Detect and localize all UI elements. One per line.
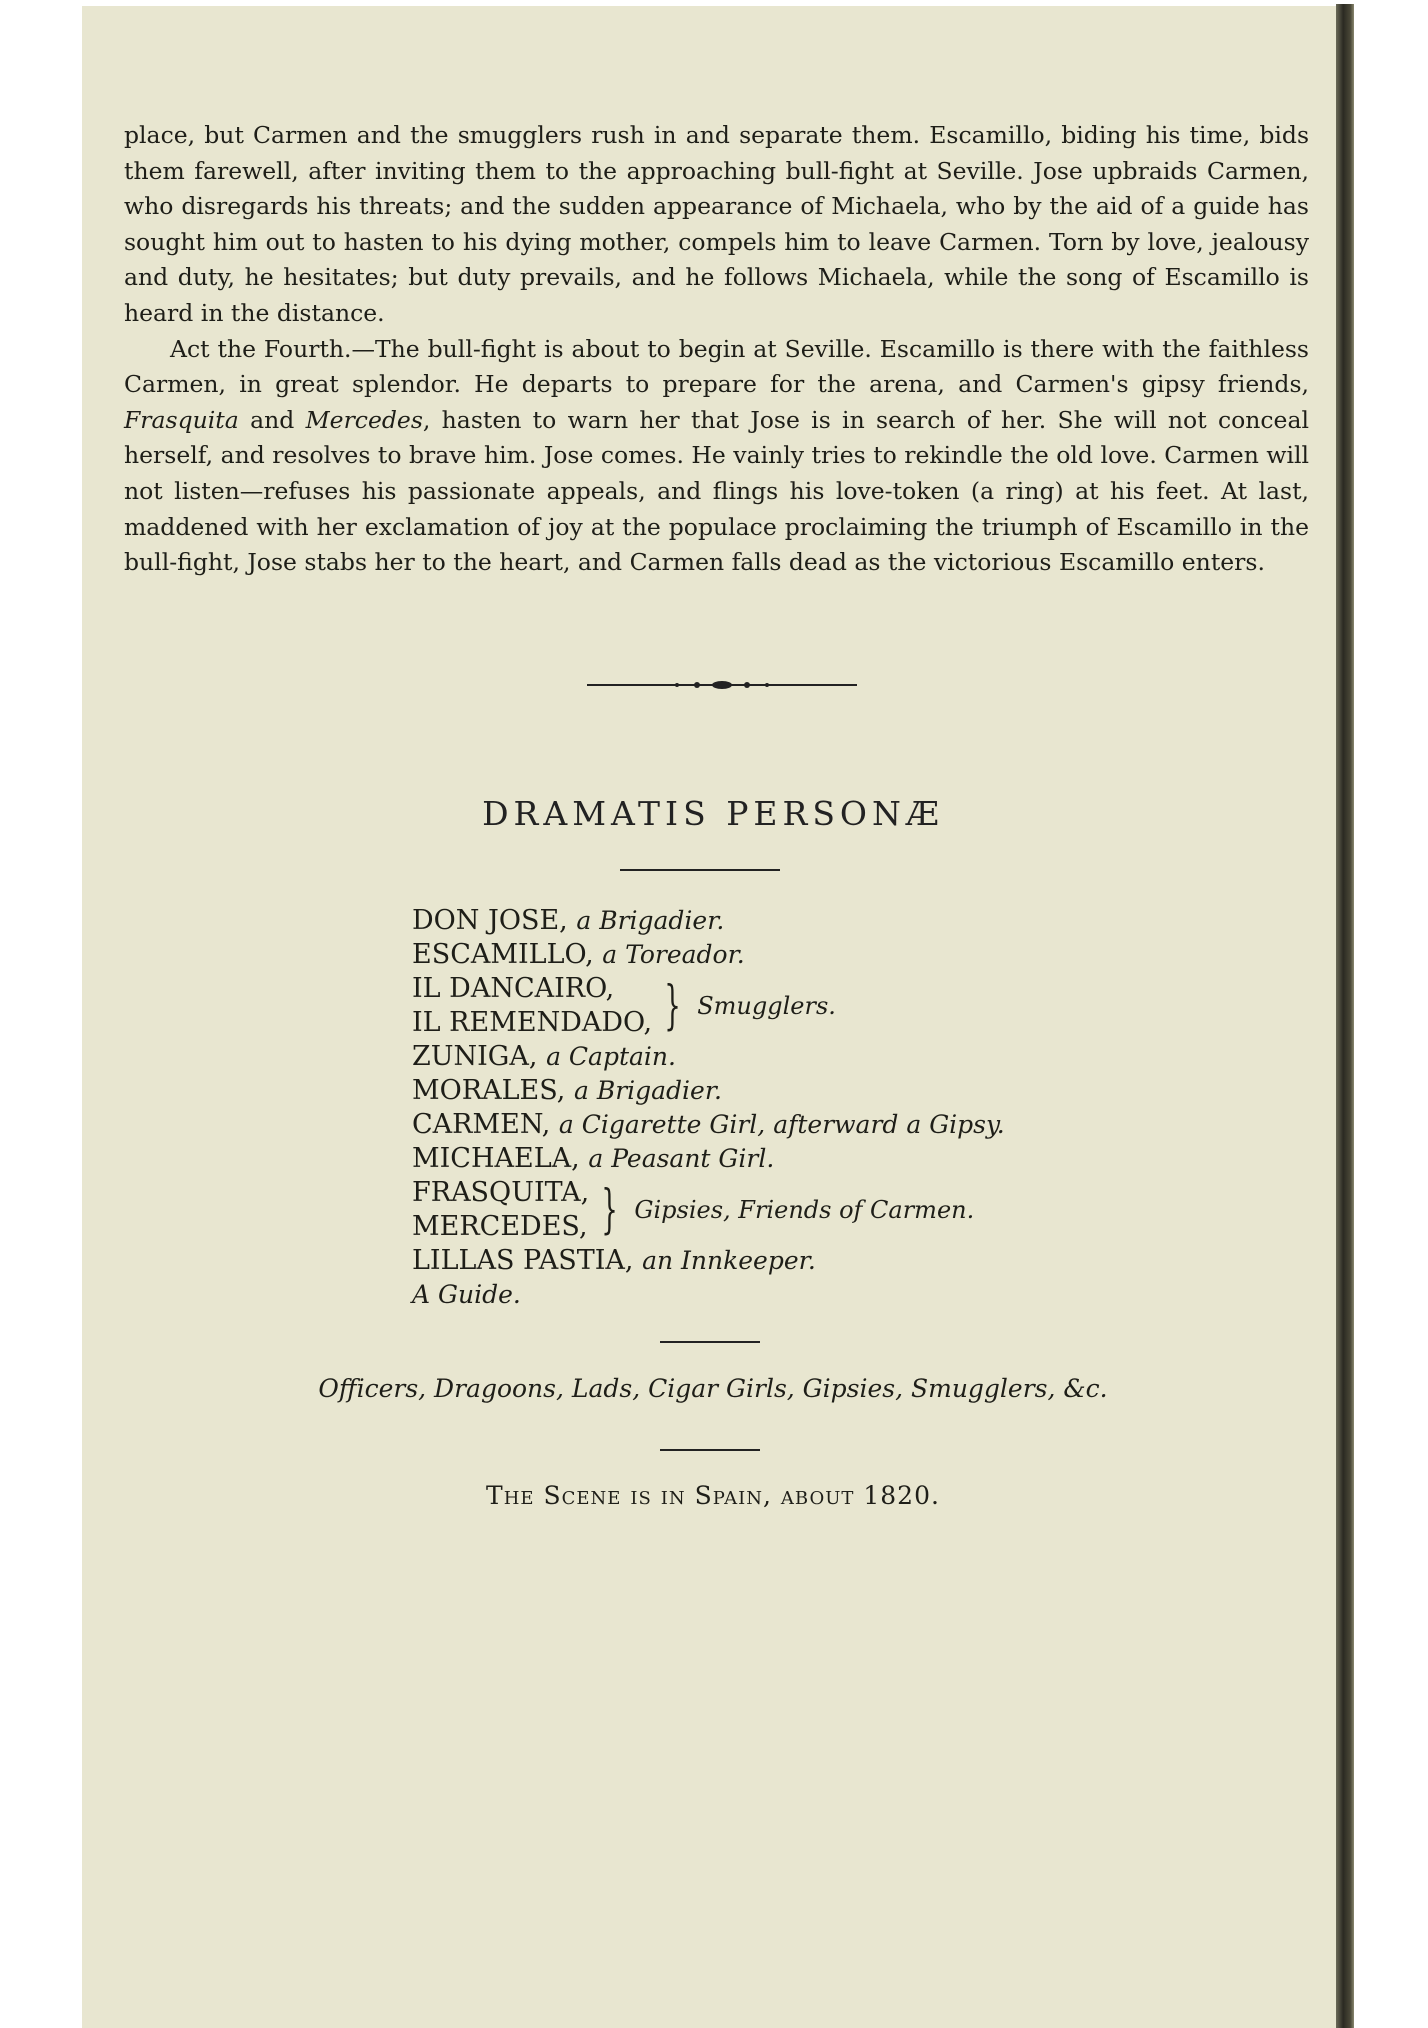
cast-morales [412, 1074, 1005, 1108]
cast-name: CARMEN, [412, 1109, 551, 1140]
book-spine-shadow [1336, 4, 1354, 2028]
cast-desc: a Captain. [546, 1042, 676, 1071]
cast-name: ESCAMILLO, [412, 939, 594, 970]
cast-list [412, 904, 1005, 1312]
paragraph-act-three-end: place, but Carmen and the smugglers rush in and separate them. Escamillo, biding his time, bids them farewell, after inviting them to the approaching bull-fight at Seville. Jose upbraids Carmen, who disregards his threats; and the sudden appearance of Michaela, who by the aid of a guide has sought him out to hasten to his dying mother, compels him to leave Carmen. Torn by love, jealousy and duty, he hesitates; but duty prevails, and he follows Michaela, while the song of Escamillo is heard in the distance. [124, 121, 1309, 327]
cast-don-jose [412, 904, 1005, 938]
cast-desc: a Cigarette Girl, afterward a Gipsy. [558, 1110, 1005, 1139]
cast-rule [660, 1341, 760, 1343]
cast-desc: an Innkeeper. [642, 1246, 816, 1275]
cast-name: LILLAS PASTIA, [412, 1245, 634, 1276]
cast-desc: Gipsies, Friends of Carmen. [634, 1196, 975, 1224]
cast-desc: a Peasant Girl. [588, 1144, 775, 1173]
heading-rule [620, 869, 780, 871]
cast-desc: A Guide. [412, 1280, 521, 1309]
cast-lillas-pastia [412, 1244, 1005, 1278]
and-text: and [238, 405, 306, 434]
cast-name: IL DANCAIRO, [412, 973, 615, 1004]
act-four-text-a: Act the Fourth.—The bull-fight is about to begin at Seville. Escamillo is there with the faithless Carmen, in great splendor. He departs to prepare for the arena, and Carmen's gipsy friends, [124, 334, 1309, 399]
cast-desc: a Brigadier. [573, 1076, 722, 1105]
paragraph-act-four [124, 332, 1309, 581]
extras-rule [660, 1449, 760, 1451]
cast-desc: a Toreador. [602, 940, 745, 969]
cast-name: MORALES, [412, 1075, 566, 1106]
cast-name: DON JOSE, [412, 905, 568, 936]
cast-michaela [412, 1142, 1005, 1176]
cast-zuniga [412, 1040, 1005, 1074]
cast-name: ZUNIGA, [412, 1041, 538, 1072]
cast-carmen [412, 1108, 1005, 1142]
brace-glyph: } [664, 976, 681, 1036]
cast-name: MICHAELA, [412, 1143, 580, 1174]
frasquita-name: Frasquita [124, 405, 239, 434]
cast-gipsies [412, 1176, 1005, 1244]
mercedes-name: Mercedes [305, 405, 423, 434]
cast-smugglers [412, 972, 1005, 1040]
book-page [82, 6, 1344, 2028]
cast-guide [412, 1278, 1005, 1312]
cast-name: IL REMENDADO, [412, 1007, 653, 1038]
cast-name: MERCEDES, [412, 1211, 588, 1242]
cast-name: FRASQUITA, [412, 1177, 590, 1208]
cast-desc: Smugglers. [697, 992, 836, 1020]
dramatis-personae-heading: DRAMATIS PERSONÆ [482, 794, 944, 833]
scene-line: The Scene is in Spain, about 1820. [486, 1481, 940, 1510]
act-four-text-b: , hasten to warn her that Jose is in search of her. She will not conceal herself, and resolves to brave him. Jose comes. He vainly tries to rekindle the old love. Carmen will not listen—refuses his passionate appeals, and flings his love-token (a ring) at his feet. At last, maddened with her exclamation of joy at the populace proclaiming the triumph of Escamillo in the bull-fight, Jose stabs her to the heart, and Carmen falls dead as the victorious Escamillo enters. [124, 405, 1309, 577]
extras-line: Officers, Dragoons, Lads, Cigar Girls, Gipsies, Smugglers, &c. [318, 1374, 1108, 1403]
cast-desc: a Brigadier. [576, 906, 725, 935]
brace-glyph: } [601, 1180, 619, 1240]
synopsis-text [124, 118, 1309, 581]
cast-escamillo [412, 938, 1005, 972]
ornament-divider [587, 679, 857, 691]
